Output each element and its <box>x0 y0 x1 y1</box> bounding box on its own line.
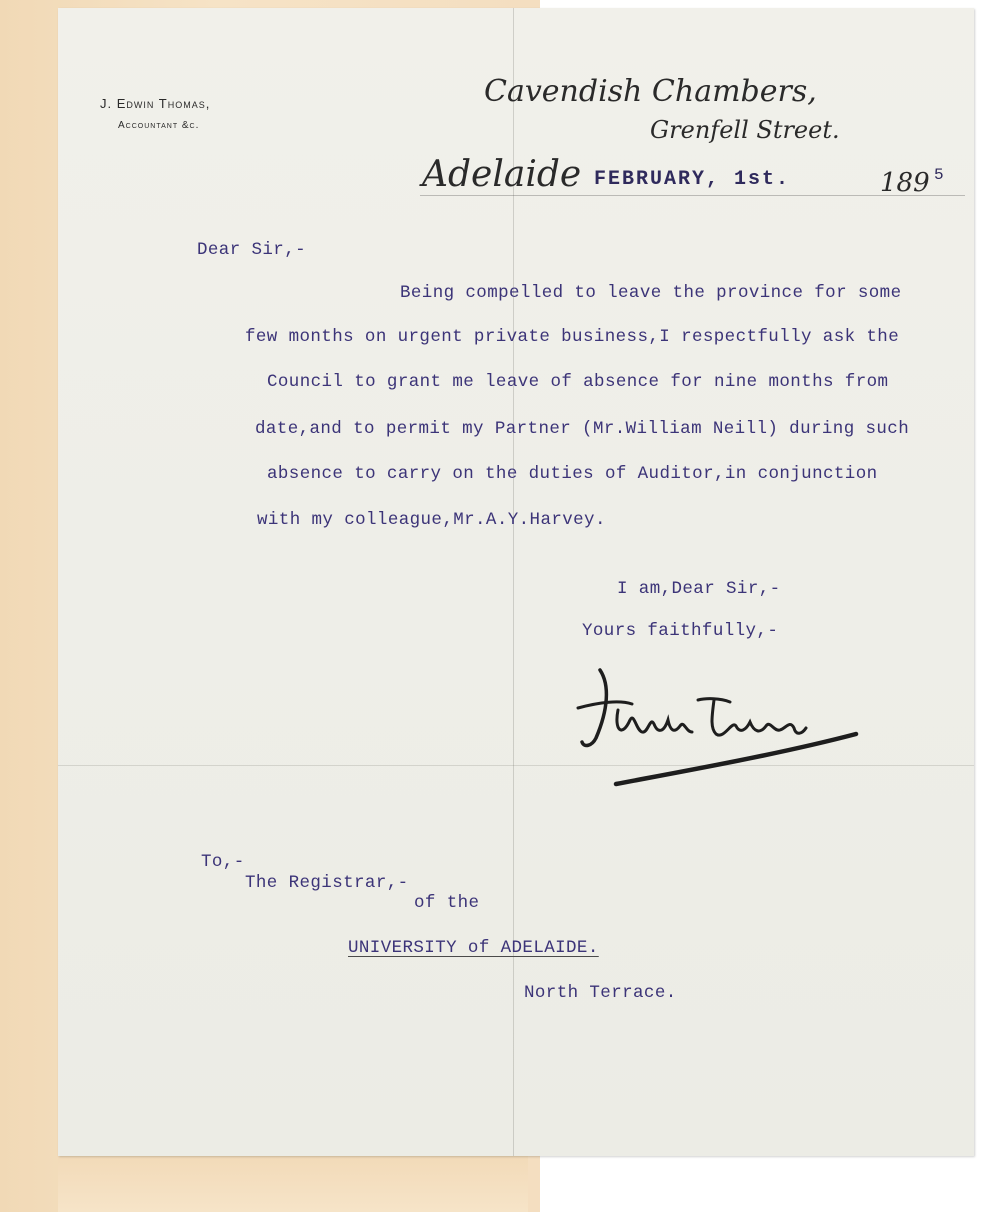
address-line-1: Cavendish Chambers, <box>484 74 817 109</box>
letter-year-printed: 189 <box>880 168 930 198</box>
letterhead-role: Accountant &c. <box>118 120 200 131</box>
letter-date: FEBRUARY, 1st. <box>594 168 791 191</box>
body-line-2: few months on urgent private business,I respectfully ask the <box>245 327 900 347</box>
body-line-5: absence to carry on the duties of Auditor,in conjunction <box>267 464 878 484</box>
salutation: Dear Sir,- <box>197 240 307 260</box>
letter-year-typed: 5 <box>934 166 944 184</box>
body-line-3: Council to grant me leave of absence for nine months from <box>267 372 889 392</box>
letterhead-name: J. Edwin Thomas, <box>100 96 211 111</box>
closing-line-2: Yours faithfully,- <box>582 621 779 641</box>
closing-line-1: I am,Dear Sir,- <box>617 579 781 599</box>
handwritten-signature <box>570 650 870 805</box>
addressee-street: North Terrace. <box>524 983 677 1003</box>
body-line-6: with my colleague,Mr.A.Y.Harvey. <box>257 510 606 530</box>
body-line-1: Being compelled to leave the province for some <box>400 283 902 303</box>
date-rule <box>420 195 965 196</box>
backing-sheet-bottom <box>58 1156 528 1212</box>
addressee-to: To,- <box>201 852 245 872</box>
body-line-4: date,and to permit my Partner (Mr.William Neill) during such <box>255 419 910 439</box>
addressee-line-2: of the <box>414 893 480 913</box>
addressee-university: UNIVERSITY of ADELAIDE. <box>348 938 599 958</box>
address-line-2: Grenfell Street. <box>650 116 840 144</box>
addressee-line-1: The Registrar,- <box>245 873 409 893</box>
address-city: Adelaide <box>422 154 582 195</box>
